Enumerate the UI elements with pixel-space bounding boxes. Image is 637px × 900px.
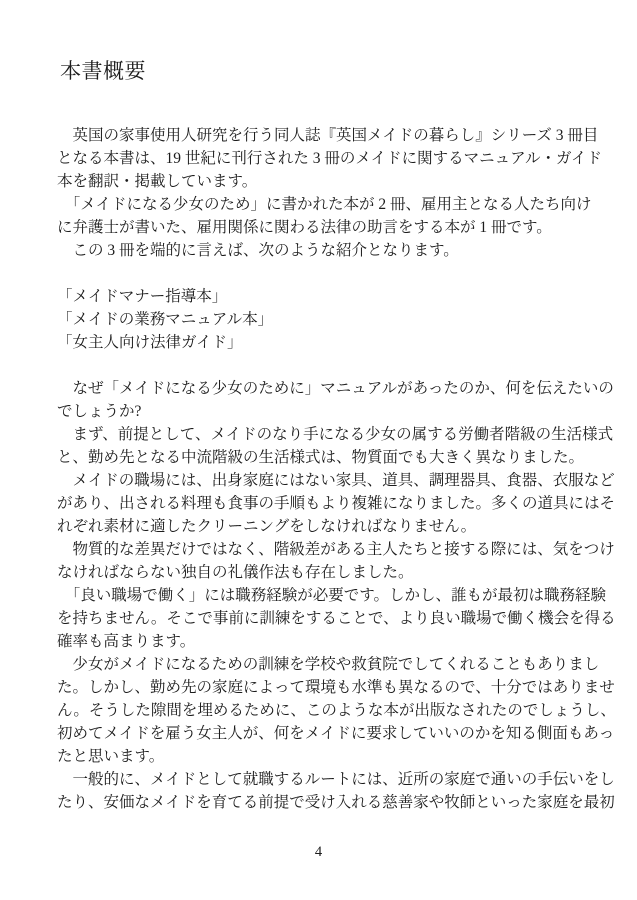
- text-line: 一般的に、メイドとして就職するルートには、近所の家庭で通いの手伝いをし: [57, 771, 615, 788]
- text-line: この 3 冊を端的に言えば、次のような紹介となります。: [57, 242, 459, 259]
- page-number: 4: [314, 844, 323, 860]
- text-line: を持ちません。そこで事前に訓練をすることで、より良い職場で働く機会を得る: [57, 610, 616, 627]
- text-line: と、勤め先となる中流階級の生活様式は、物質面でも大きく異なりました。: [57, 449, 585, 466]
- text-line: れぞれ素材に適したクリーニングをしなければなりません。: [57, 518, 477, 535]
- text-line: 本を翻訳・掲載しています。: [57, 173, 258, 190]
- text-line: に弁護士が書いた、雇用関係に関わる法律の助言をする本が 1 冊です。: [57, 219, 552, 236]
- text-line: 確率も高まります。: [57, 633, 196, 650]
- body-text: [57, 124, 616, 814]
- text-line: ん。そうした隙間を埋めるために、このような本が出版なされたのでしょうし、: [57, 702, 616, 719]
- blank-line: [57, 262, 579, 285]
- text-line: たと思います。: [57, 748, 165, 765]
- text-line: 初めてメイドを雇う女主人が、何をメイドに要求していいのかを知る側面もあっ: [57, 725, 615, 742]
- text-line: なぜ「メイドになる少女のために」マニュアルがあったのか、何を伝えたいの: [57, 380, 614, 397]
- text-line: となる本書は、19 世紀に刊行された 3 冊のメイドに関するマニュアル・ガイド: [57, 150, 602, 167]
- text-line: 「メイドマナー指導本」: [57, 288, 228, 305]
- text-line: メイドの職場には、出身家庭にはない家具、道具、調理器具、食器、衣服など: [57, 472, 615, 489]
- text-line: まず、前提として、メイドのなり手になる少女の属する労働者階級の生活様式: [57, 426, 614, 443]
- text-line: 「女主人向け法律ガイド」: [57, 334, 243, 351]
- text-line: なければならない独自の礼儀作法も存在しました。: [57, 564, 414, 581]
- text-line: 「メイドになる少女のため」に書かれた本が 2 冊、雇用主となる人たち向け: [57, 196, 592, 213]
- text-line: でしょうか?: [57, 403, 142, 420]
- text-line: があり、出される料理も食事の手順もより複雑になりました。多くの道具にはそ: [57, 495, 616, 512]
- text-line: 「メイドの業務マニュアル本」: [57, 311, 274, 328]
- page-title: 本書概要: [60, 59, 146, 83]
- blank-line: [57, 354, 579, 377]
- text-line: 英国の家事使用人研究を行う同人誌『英国メイドの暮らし』シリーズ 3 冊目: [57, 127, 599, 144]
- text-line: た。しかし、勤め先の家庭によって環境も水準も異なるので、十分ではありませ: [57, 679, 615, 696]
- text-line: たり、安価なメイドを育てる前提で受け入れる慈善家や牧師といった家庭を最初: [57, 794, 615, 811]
- text-line: 「良い職場で働く」には職務経験が必要です。しかし、誰もが最初は職務経験: [57, 587, 607, 604]
- text-line: 少女がメイドになるための訓練を学校や救貧院でしてくれることもありまし: [57, 656, 600, 673]
- text-line: 物質的な差異だけではなく、階級差がある主人たちと接する際には、気をつけ: [57, 541, 615, 558]
